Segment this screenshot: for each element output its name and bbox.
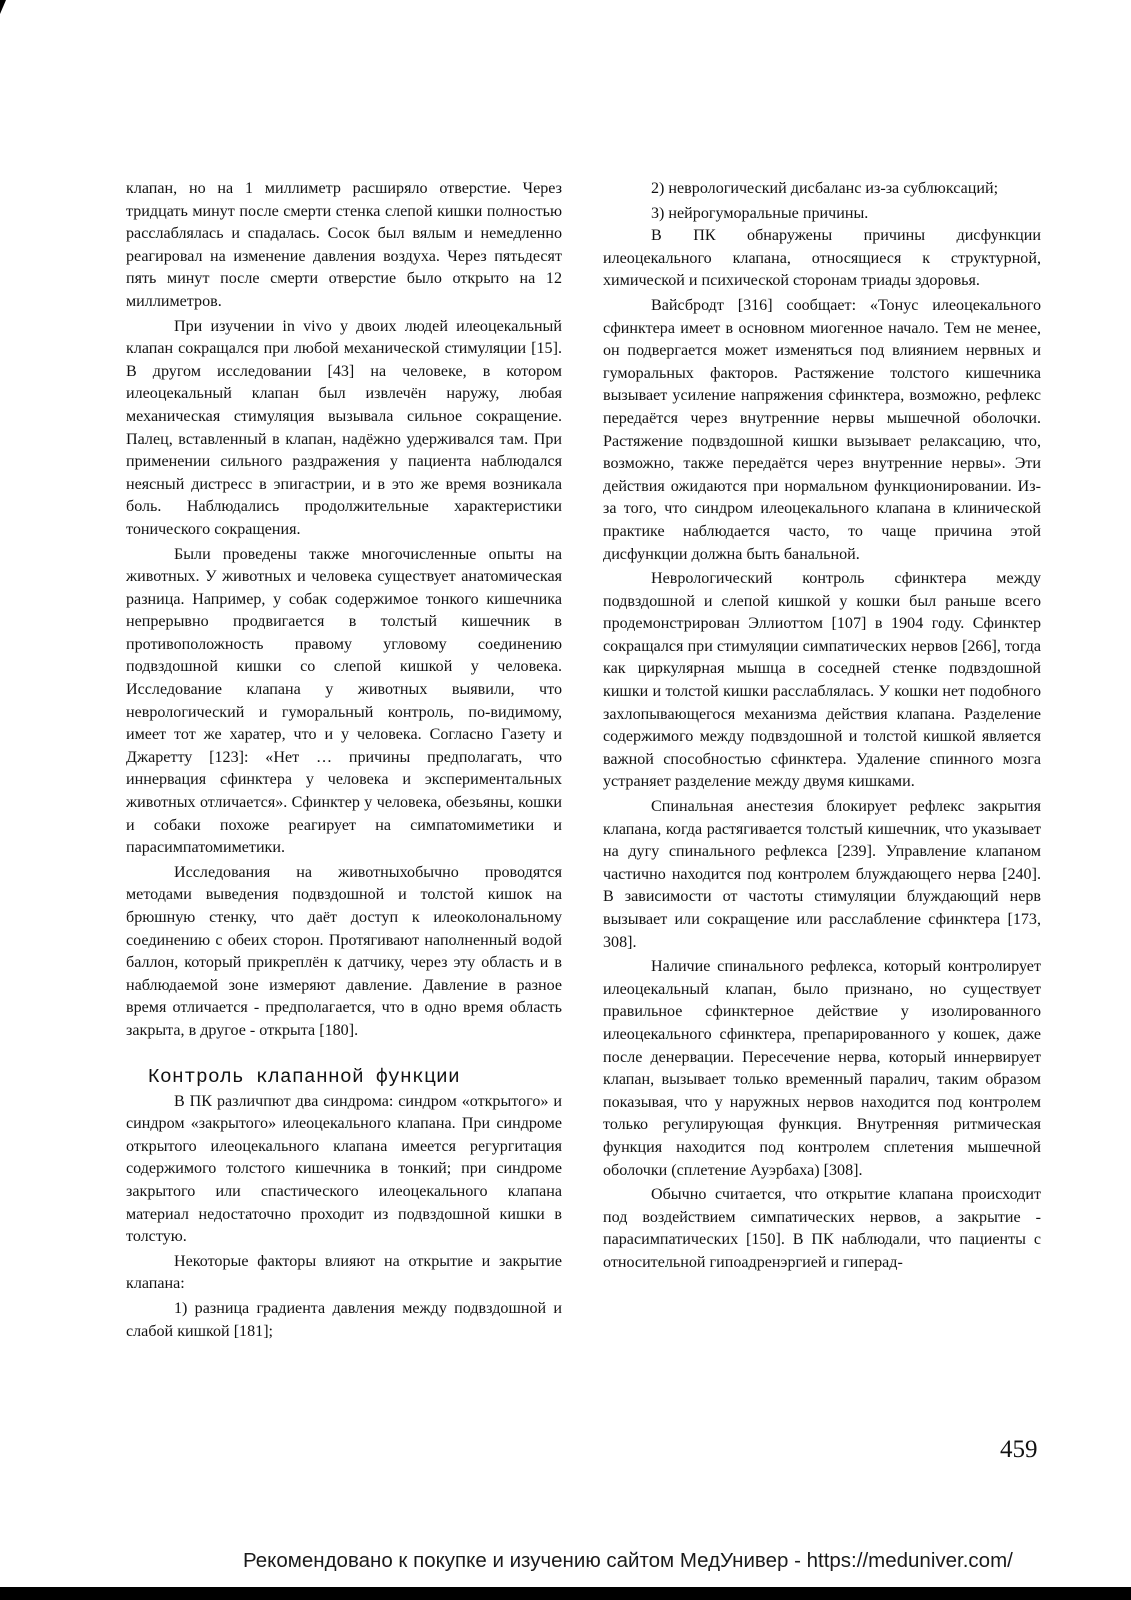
left-column [126,178,562,1343]
paragraph: Вайсбродт [316] сообщает: «Тонус илеоцекального сфинктера имеет в основном миогенное начало. Тем не менее, он подвергается может изменяться под влиянием нервных и гуморальных факторов. Растяжение толстого кишечника вызывает усиление напряжения сфинктера, возможно, рефлекс передаётся через внутренние нервы мышечной оболочки. Растяжение подвздошной кишки вызывает релаксацию, что, возможно, также передаётся через внутренние нервы». Эти действия ожидаются при нормальном функционировании. Из-за того, что синдром илеоцекального клапана в клинической практике наблюдается часто, то чаще причина этой дисфункции должна быть банальной. [603,296,1041,563]
bottom-scan-border [0,1587,1131,1600]
paragraph: При изучении in vivo у двоих людей илеоцекальный клапан сокращался при любой механической стимуляции [15]. В другом исследовании [43] на человеке, в котором илеоцекальный клапан был извлечён наружу, любая механическая стимуляция вызывала сильное сокращение. Палец, вставленный в клапан, надёжно удерживался там. При применении сильного раздражения у пациента наблюдался неясный дистресс в эпигастрии, и в это же время возникала боль. Наблюдались продолжительные характеристики тонического сокращения. [126,317,562,538]
paragraph: В ПК различпют два синдрома: синдром «открытого» и синдром «закрытого» илеоцекального клапана. При синдроме открытого илеоцекального клапана имеется регургитация содержимого толстого кишечника в тонкий; при синдроме закрытого или спастического илеоцекального клапана материал недостаточно проходит из подвздошной кишки в толстую. [126,1092,562,1246]
scan-corner-mark [0,0,6,14]
list-item: 3) нейрогуморальные причины. [651,204,869,222]
page-number: 459 [1000,1436,1038,1463]
paragraph: Спинальная анестезия блокирует рефлекс закрытия клапана, когда растягивается толстый кишечник, что указывает на дугу спинального рефлекса [239]. Управление клапаном частично находится под контролем блуждающего нерва [240]. В зависимости от частоты стимуляции блуждающий нерв вызывает или сокращение или расслабление сфинктера [173, 308]. [603,798,1041,951]
paragraph: клапан, но на 1 миллиметр расширяло отверстие. Через тридцать минут после смерти стенка слепой кишки полностью расслаблялась и спадалась. Сосок был вялым и немедленно реагировал на изменение давления воздуха. Через пятьдесят пять минут после смерти отверстие было открыто на 12 миллиметров. [126,180,562,310]
paragraph: Наличие спинального рефлекса, который контролирует илеоцекальный клапан, было признано, но существует правильное сфинктерное действие у изолированного илеоцекального сфинктера, препарированного у кошек, даже после денервации. Пересечение нерва, который иннервирует клапан, вызывает только временный паралич, таким образом показывая, что у наружных нервов находится под контролем только регулирующая функция. Внутренняя ритмическая функция находится под контролем сплетения мышечной оболочки (сплетение Ауэрбаха) [308]. [603,958,1041,1179]
paragraph: Неврологический контроль сфинктера между подвздошной и слепой кишкой у кошки был раньше всего продемонстрирован Эллиоттом [107] в 1904 году. Сфинктер сокращался при стимуляции симпатических нервов [266], тогда как циркулярная мышца в соседней стенке подвздошной кишки и толстой кишки расслаблялась. У кошки нет подобного захлопывающегося механизма действия клапана. Разделение содержимого между подвздошной и толстой кишкой является важной способностью сфинктера. Удаление спинного мозга устраняет разделение между двумя кишками. [603,570,1041,791]
paragraph: Исследования на животныхобычно проводятся методами выведения подвздошной и толстой кишок на брюшную стенку, что даёт доступ к илеоколональному соединению с обеих сторон. Протягивают наполненный водой баллон, который прикреплён к датчику, через эту область и в наблюдаемой зоне измеряют давление. Давление в разное время отличается - предполагается, что в одно время область закрыта, в другое - открыта [180]. [126,863,562,1039]
paragraph: Обычно считается, что открытие клапана происходит под воздействием симпатических нервов, а закрытие - парасимпатических [150]. В ПК наблюдали, что пациенты с относительной гипоадренэргией и гиперад- [603,1186,1041,1271]
paragraph: Некоторые факторы влияют на открытие и закрытие клапана: [126,1252,562,1293]
footer-recommendation: Рекомендовано к покупке и изучению сайтом МедУнивер - https://meduniver.com/ [243,1549,1013,1572]
paragraph: Были проведены также многочисленные опыты на животных. У животных и человека существует анатомическая разница. Например, у собак содержимое тонкого кишечника непрерывно продвигается в толстый кишечник в противоположность правому угловому соединению подвздошной кишки со слепой кишкой у человека. Исследование клапана у животных выявили, что неврологический и гуморальный контроль, по-видимому, имеет тот же харатер, что и у человека. Согласно Газету и Джаретту [123]: «Нет … причины предполагать, что иннервация сфинктера у человека и экспериментальных животных отличается». Сфинктер у человека, обезьяны, кошки и собаки похоже реагирует на симпатомиметики и парасимпатомиметики. [126,545,562,857]
paragraph: В ПК обнаружены причины дисфункции илеоцекального клапана, относящиеся к структурной, химической и психической сторонам триады здоровья. [603,227,1041,290]
list-item: 1) разница градиента давления между подвздошной и слабой кишкой [181]; [126,1299,562,1340]
section-heading: Контроль клапанной функции [148,1065,461,1088]
list-item: 2) неврологический дисбаланс из-за сублюксаций; [651,180,999,197]
right-column [603,178,1041,1275]
